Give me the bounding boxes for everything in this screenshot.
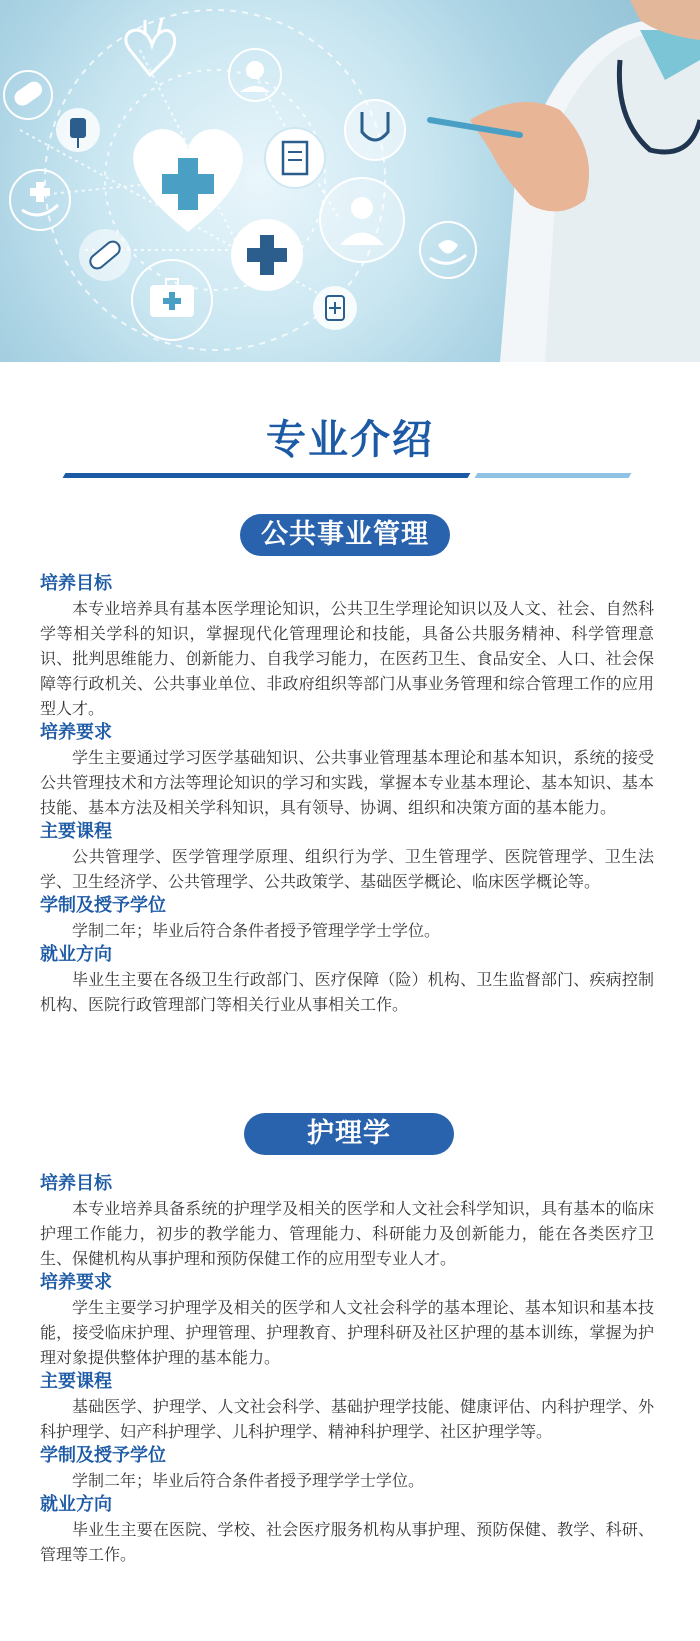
hand-care-icon <box>10 170 70 230</box>
section-heading: 就业方向 <box>40 1494 112 1515</box>
hero-banner <box>0 0 700 362</box>
section-text: 毕业生主要在医院、学校、社会医疗服务机构从事护理、预防保健、教学、科研、管理等工作。 <box>40 1520 654 1564</box>
section-heading: 学制及授予学位 <box>40 1445 166 1466</box>
section-text: 毕业生主要在各级卫生行政部门、医疗保障（险）机构、卫生监督部门、疾病控制机构、医院行政管理部门等相关行业从事相关工作。 <box>40 970 654 1014</box>
section-heading: 就业方向 <box>40 944 112 965</box>
section-heading: 主要课程 <box>40 1371 112 1392</box>
page-title: 专业介绍 <box>266 417 434 463</box>
heart-organ-icon <box>126 18 175 75</box>
iv-drip-icon <box>56 108 100 152</box>
section-text: 学制二年；毕业后符合条件者授予理学学士学位。 <box>72 1471 425 1490</box>
section-heading: 主要课程 <box>40 821 112 842</box>
title-underline-light <box>475 473 632 478</box>
clipboard-icon <box>265 128 325 188</box>
bandage-icon <box>79 229 131 281</box>
hero-illustration <box>0 0 700 362</box>
heart-hand-icon <box>420 222 476 278</box>
section-text: 本专业培养具备系统的护理学及相关的医学和人文社会科学知识，具有基本的临床护理工作能力，初步的教学能力、管理能力、科研能力及创新能力，能在各类医疗卫生、保健机构从事护理和预防保健工作的应用型专业人才。 <box>40 1199 654 1268</box>
medicine-bottle-icon <box>313 286 357 330</box>
section-heading: 培养目标 <box>40 1173 112 1194</box>
program-badge: 公共事业管理 <box>240 514 450 556</box>
section-heading: 培养要求 <box>40 1272 112 1293</box>
program-section <box>40 1172 654 1567</box>
section-text: 学生主要学习护理学及相关的医学和人文社会科学的基本理论、基本知识和基本技能，接受临床护理、护理管理、护理教育、护理科研及社区护理的基本训练，掌握为护理对象提供整体护理的基本能力。 <box>40 1298 654 1367</box>
first-aid-kit-icon <box>132 260 212 340</box>
plus-icon <box>231 219 303 291</box>
program-badge: 护理学 <box>244 1113 454 1155</box>
nurse-icon <box>229 49 281 101</box>
section-heading: 培养要求 <box>40 722 112 743</box>
stethoscope-icon <box>345 100 405 160</box>
pill-icon <box>4 71 52 119</box>
section-heading: 学制及授予学位 <box>40 895 166 916</box>
section-text: 公共管理学、医学管理学原理、组织行为学、卫生管理学、医院管理学、卫生法学、卫生经济学、公共管理学、公共政策学、基础医学概论、临床医学概论等。 <box>40 847 654 891</box>
section-text: 学制二年；毕业后符合条件者授予管理学学士学位。 <box>72 921 441 940</box>
section-text: 基础医学、护理学、人文社会科学、基础护理学技能、健康评估、内科护理学、外科护理学、妇产科护理学、儿科护理学、精神科护理学、社区护理学等。 <box>40 1397 654 1441</box>
doctor-icon <box>320 178 404 262</box>
section-text: 本专业培养具有基本医学理论知识，公共卫生学理论知识以及人文、社会、自然科学等相关学科的知识，掌握现代化管理理论和技能，具备公共服务精神、科学管理意识、批判思维能力、创新能力、自我学习能力，在医药卫生、食品安全、人口、社会保障等行政机关、公共事业单位、非政府组织等部门从事业务管理和综合管理工作的应用型人才。 <box>40 599 654 718</box>
title-underline-dark <box>63 473 471 478</box>
program-section <box>40 572 654 1017</box>
doctor-figure <box>430 0 700 362</box>
section-text: 学生主要通过学习医学基础知识、公共事业管理基本理论和基本知识，系统的接受公共管理技术和方法等理论知识的学习和实践，掌握本专业基本理论、基本知识、基本技能、基本方法及相关学科知识，具有领导、协调、组织和决策方面的基本能力。 <box>40 748 654 817</box>
section-heading: 培养目标 <box>40 573 112 594</box>
